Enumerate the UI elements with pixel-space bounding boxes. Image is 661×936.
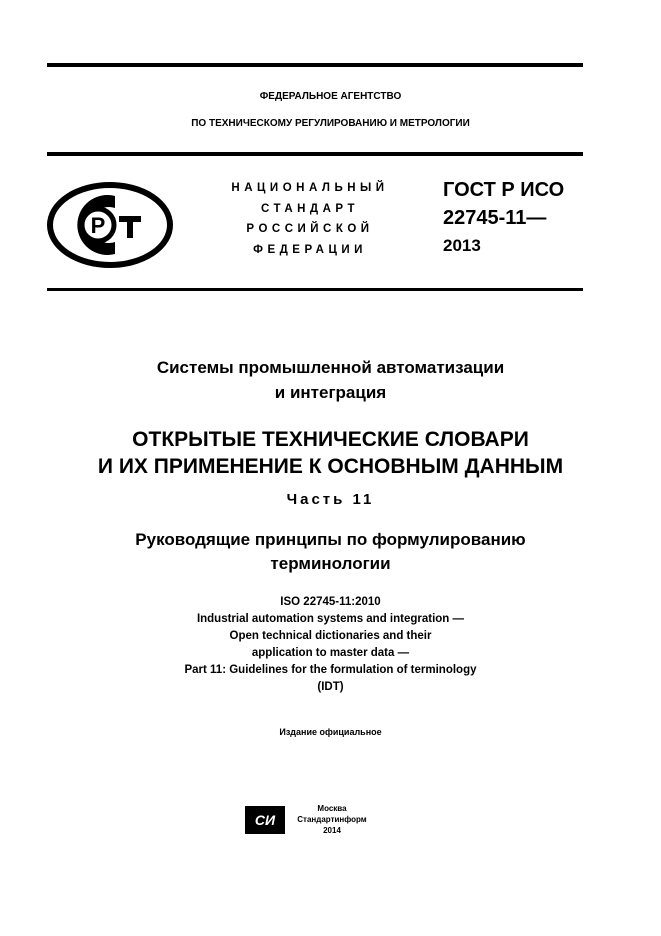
series-line: Системы промышленной автоматизации — [156, 358, 505, 377]
rst-logo-icon — [45, 180, 175, 270]
publisher-city: Москва — [317, 804, 347, 813]
main-title-line: ОТКРЫТЫЕ ТЕХНИЧЕСКИЕ СЛОВАРИ — [132, 428, 529, 451]
subtitle — [0, 528, 661, 576]
publisher-block — [292, 803, 372, 836]
iso-line: Industrial automation systems and integration — — [196, 613, 465, 625]
national-line: РОССИЙСКОЙ — [246, 223, 374, 235]
national-standard-block — [210, 178, 410, 260]
part-number: Часть 11 — [286, 491, 375, 508]
iso-line: (IDT) — [317, 681, 344, 693]
subtitle-line: терминологии — [270, 554, 391, 573]
national-line: НАЦИОНАЛЬНЫЙ — [231, 182, 389, 194]
designation-line: 22745-11— — [443, 207, 547, 229]
iso-line: Open technical dictionaries and their — [229, 630, 432, 642]
iso-line: ISO 22745-11:2010 — [280, 596, 381, 608]
publisher-logo-text: СИ — [254, 812, 276, 828]
main-title — [0, 426, 661, 480]
series-line: и интеграция — [274, 383, 387, 402]
designation-line: 2013 — [443, 236, 481, 255]
publisher-year: 2014 — [323, 826, 341, 835]
subtitle-line: Руководящие принципы по формулированию — [135, 530, 526, 549]
main-title-line: И ИХ ПРИМЕНЕНИЕ К ОСНОВНЫМ ДАННЫМ — [97, 455, 564, 478]
publisher-name: Стандартинформ — [297, 815, 367, 824]
header-bottom-rule — [47, 288, 583, 291]
edition: Издание официальное — [279, 727, 382, 737]
national-line: ФЕДЕРАЦИИ — [253, 243, 367, 256]
top-rule — [47, 63, 583, 67]
designation-line: ГОСТ Р ИСО — [443, 179, 565, 201]
designation — [443, 176, 564, 260]
iso-line: Part 11: Guidelines for the formulation of terminology — [184, 664, 477, 676]
header-rule — [47, 152, 583, 156]
publisher-logo-icon — [245, 806, 285, 834]
iso-line: application to master data — — [251, 647, 410, 659]
iso-reference — [0, 594, 661, 696]
series-title — [0, 355, 661, 405]
national-line: СТАНДАРТ — [261, 202, 359, 215]
svg-text:Р: Р — [90, 213, 106, 238]
agency-line2: ПО ТЕХНИЧЕСКОМУ РЕГУЛИРОВАНИЮ И МЕТРОЛОГИИ — [191, 118, 470, 129]
agency-line1: ФЕДЕРАЛЬНОЕ АГЕНТСТВО — [259, 91, 402, 102]
